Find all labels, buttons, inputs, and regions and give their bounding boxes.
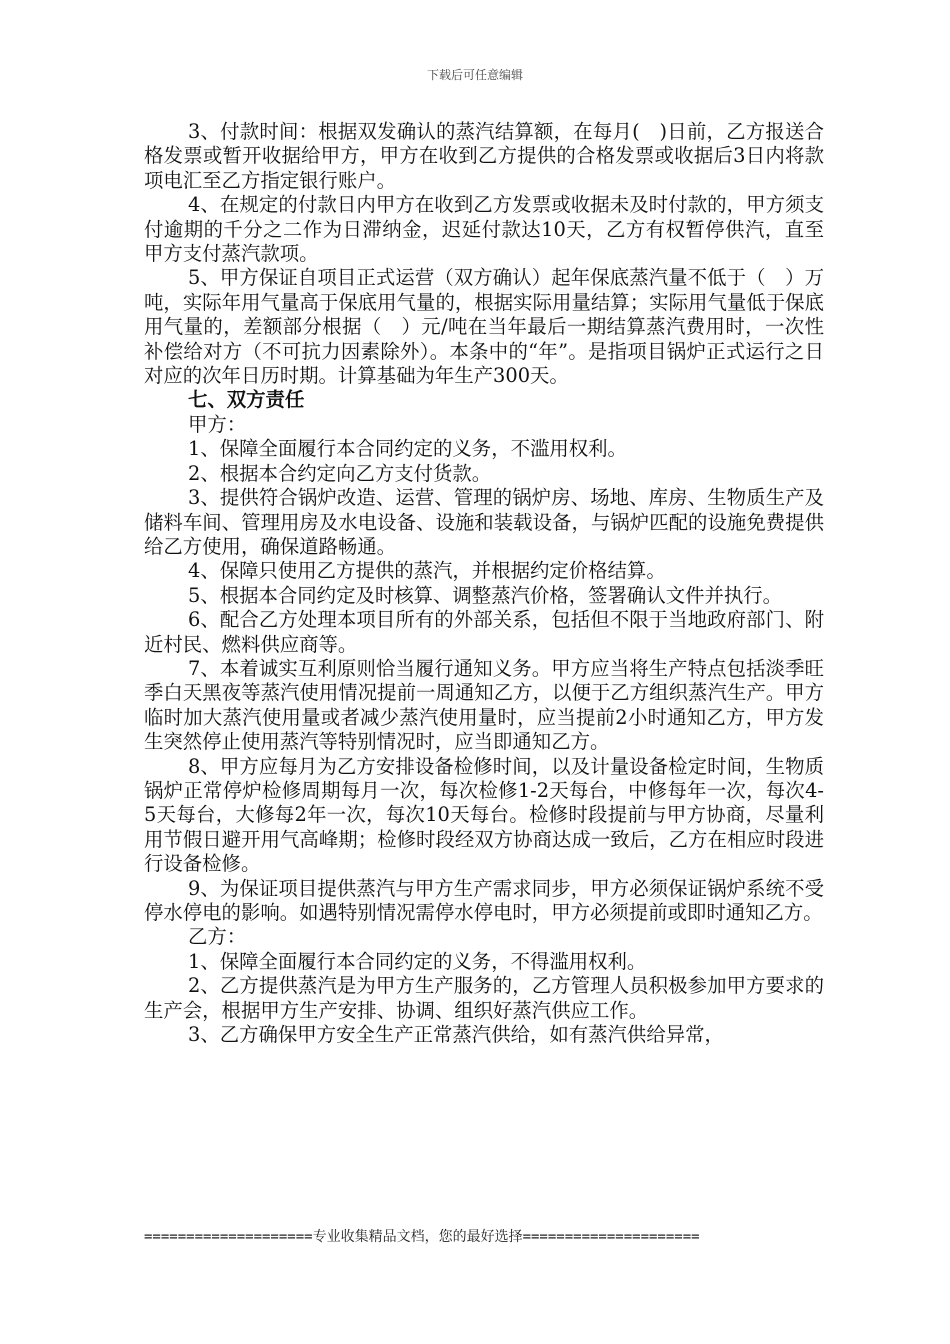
- party-a-item-1: 1、保障全面履行本合同约定的义务，不滥用权利。: [188, 437, 627, 461]
- party-b-item-2: 2、乙方提供蒸汽是为甲方生产服务的，乙方管理人员积极参加甲方要求的生产会，根据甲方生产安排、协调、组织好蒸汽供应工作。: [144, 974, 824, 1022]
- section-heading-responsibilities: 七、双方责任: [188, 388, 305, 412]
- party-b-item-1: 1、保障全面履行本合同约定的义务，不得滥用权利。: [188, 949, 647, 973]
- party-a-item-7: 7、本着诚实互利原则恰当履行通知义务。甲方应当将生产特点包括淡季旺季白天黑夜等蒸汽使用情况提前一周通知乙方，以便于乙方组织蒸汽生产。甲方临时加大蒸汽使用量或者减少蒸汽使用量时，应当提前2小时通知乙方，甲方发生突然停止使用蒸汽等特别情况时，应当即通知乙方。: [144, 656, 824, 754]
- party-a-item-9: 9、为保证项目提供蒸汽与甲方生产需求同步，甲方必须保证锅炉系统不受停水停电的影响。如遇特别情况需停水停电时，甲方必须提前或即时通知乙方。: [144, 876, 824, 924]
- paragraph-late-payment: 4、在规定的付款日内甲方在收到乙方发票或收据未及时付款的，甲方须支付逾期的千分之二作为日滞纳金，迟延付款达10天，乙方有权暂停供汽，直至甲方支付蒸汽款项。: [144, 193, 824, 266]
- page-header: 下载后可任意编辑: [426, 68, 523, 82]
- party-b-label: 乙方：: [188, 925, 247, 949]
- party-a-label: 甲方：: [188, 412, 247, 436]
- paragraph-minimum-volume: 5、甲方保证自项目正式运营（双方确认）起年保底蒸汽量不低于（ ）万吨，实际年用气量高于保底用气量的，根据实际用量结算；实际用气量低于保底用气量的，差额部分根据（ ）元/吨在当年最后一期结算蒸汽费用时，一次性补偿给对方（不可抗力因素除外）。本条中的“年”。是指项目锅炉正式运行之日对应的次年日历时期。计算基础为年生产300天。: [144, 266, 824, 388]
- party-a-item-5: 5、根据本合同约定及时核算、调整蒸汽价格，签署确认文件并执行。: [188, 583, 783, 607]
- page-footer: ====================专业收集精品文档，您的最好选择=====================: [144, 1229, 700, 1245]
- party-a-item-3: 3、提供符合锅炉改造、运营、管理的锅炉房、场地、库房、生物质生产及储料车间、管理用房及水电设备、设施和装载设备，与锅炉匹配的设施免费提供给乙方使用，确保道路畅通。: [144, 486, 824, 558]
- party-a-item-8: 8、甲方应每月为乙方安排设备检修时间，以及计量设备检定时间，生物质锅炉正常停炉检修周期每月一次，每次检修1-2天每台，中修每年一次，每次4-5天每台，大修每2年一次，每次10天每台。检修时段提前与甲方协商，尽量利用节假日避开用气高峰期；检修时段经双方协商达成一致后，乙方在相应时段进行设备检修。: [144, 754, 824, 876]
- document-body: [144, 120, 824, 1047]
- paragraph-payment-time: 3、付款时间：根据双发确认的蒸汽结算额，在每月( )日前，乙方报送合格发票或暂开收据给甲方，甲方在收到乙方提供的合格发票或收据后3日内将款项电汇至乙方指定银行账户。: [144, 120, 824, 192]
- party-b-item-3: 3、乙方确保甲方安全生产正常蒸汽供给，如有蒸汽供给异常，: [188, 1023, 724, 1047]
- party-a-item-4: 4、保障只使用乙方提供的蒸汽，并根据约定价格结算。: [188, 559, 666, 583]
- party-a-item-2: 2、根据本合约定向乙方支付货款。: [188, 461, 492, 485]
- party-a-item-6: 6、配合乙方处理本项目所有的外部关系，包括但不限于当地政府部门、附近村民、燃料供应商等。: [144, 608, 824, 656]
